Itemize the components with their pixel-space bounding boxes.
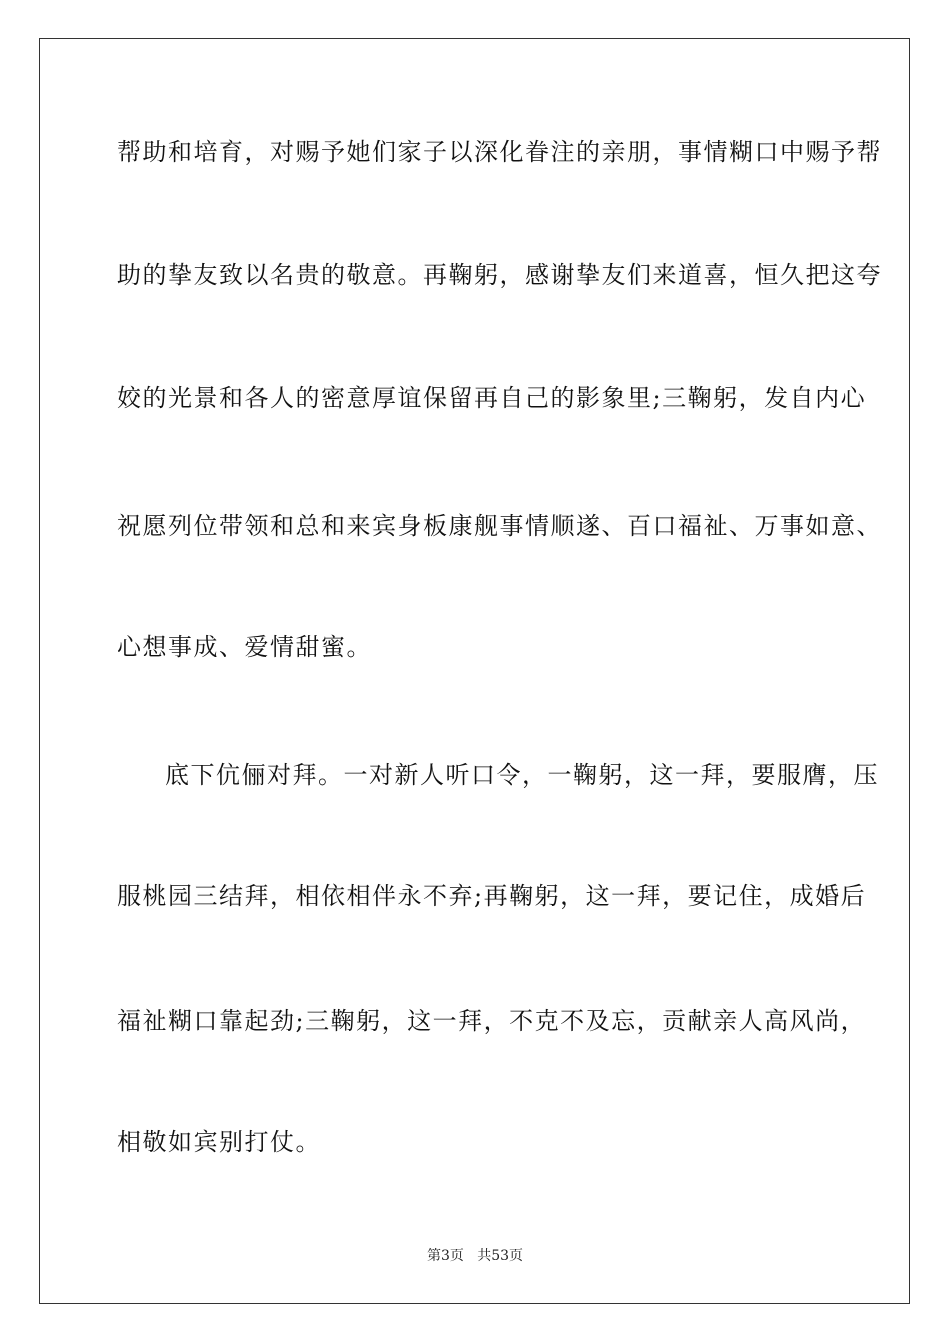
paragraph-line-7: 服桃园三结拜，相依相伴永不弃;再鞠躬，这一拜，要记住，成婚后	[117, 882, 867, 910]
paragraph-line-8: 福祉糊口靠起劲;三鞠躬，这一拜，不克不及忘，贡献亲人高风尚，	[117, 1007, 867, 1035]
paragraph-line-2: 助的挚友致以名贵的敬意。再鞠躬，感谢挚友们来道喜，恒久把这夸	[117, 261, 882, 289]
paragraph-line-6: 底下伉俪对拜。一对新人听口令，一鞠躬，这一拜，要服膺，压	[165, 761, 879, 789]
paragraph-line-1: 帮助和培育，对赐予她们家子以深化眷注的亲朋，事情糊口中赐予帮	[117, 138, 882, 166]
paragraph-line-5: 心想事成、爱情甜蜜。	[117, 633, 372, 661]
paragraph-line-3: 姣的光景和各人的密意厚谊保留再自己的影象里;三鞠躬，发自内心	[117, 384, 867, 412]
paragraph-line-4: 祝愿列位带领和总和来宾身板康舰事情顺遂、百口福祉、万事如意、	[117, 512, 882, 540]
paragraph-line-9: 相敬如宾别打仗。	[117, 1128, 321, 1156]
page-number-footer: 第3页 共53页	[426, 1248, 524, 1264]
page-border	[39, 38, 910, 1304]
